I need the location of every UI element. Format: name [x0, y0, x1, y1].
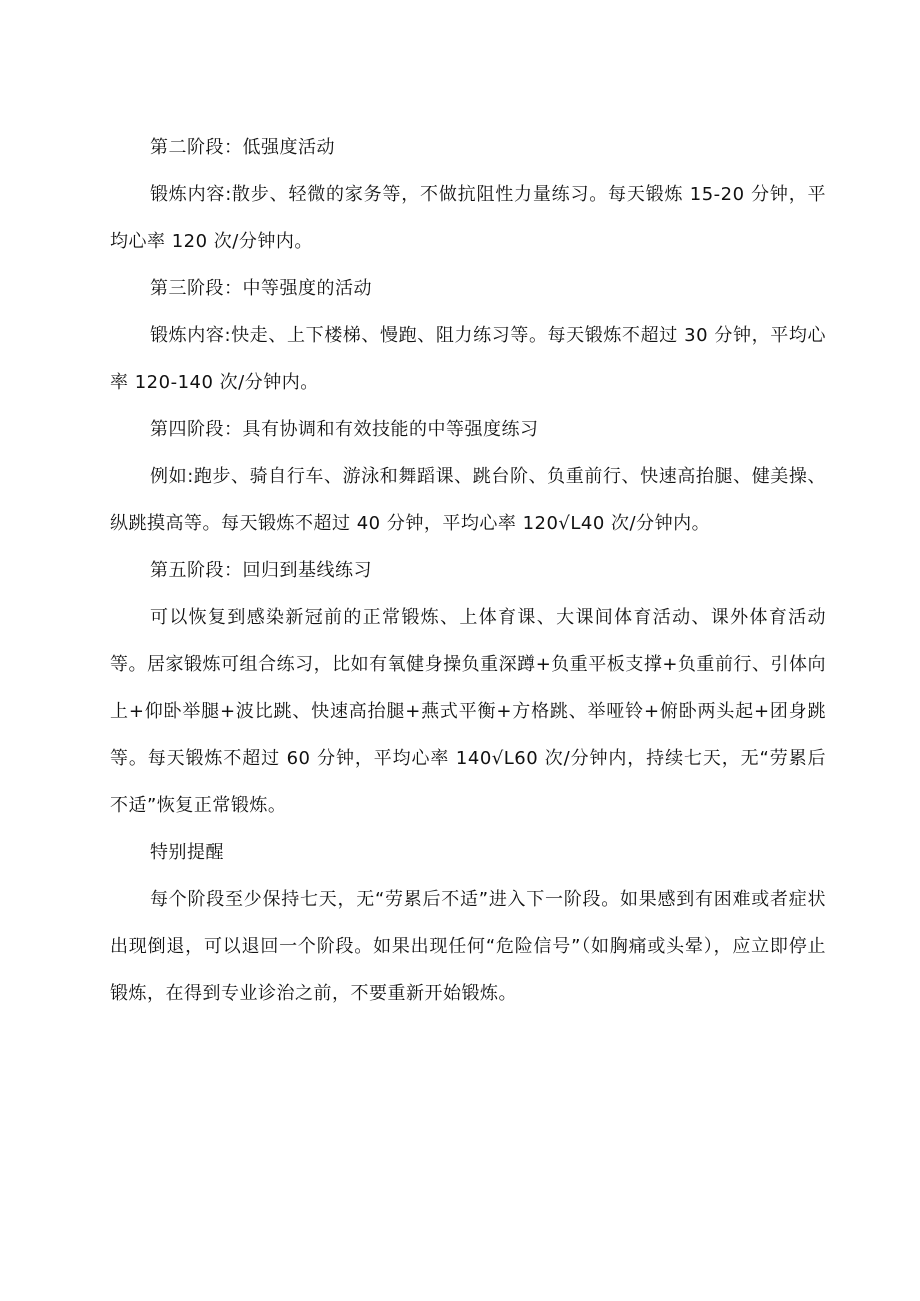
section-heading-stage-3: 第三阶段：中等强度的活动 — [150, 278, 372, 299]
paragraph-stage-3: 锻炼内容:快走、上下楼梯、慢跑、阻力练习等。每天锻炼不超过 30 分钟，平均心率 120-140 次/分钟内。 — [110, 325, 826, 393]
section-heading-special-reminder: 特别提醒 — [150, 842, 224, 863]
paragraph-stage-4: 例如:跑步、骑自行车、游泳和舞蹈课、跳台阶、负重前行、快速高抬腿、健美操、纵跳摸高等。每天锻炼不超过 40 分钟，平均心率 120√L40 次/分钟内。 — [110, 466, 826, 534]
paragraph-stage-5: 可以恢复到感染新冠前的正常锻炼、上体育课、大课间体育活动、课外体育活动等。居家锻炼可组合练习，比如有氧健身操负重深蹲+负重平板支撑+负重前行、引体向上+仰卧举腿+波比跳、快速高抬腿+燕式平衡+方格跳、举哑铃+俯卧两头起+团身跳等。每天锻炼不超过 60 分钟，平均心率 140√L60 次/分钟内，持续七天，无“劳累后不适”恢复正常锻炼。 — [110, 607, 826, 816]
section-heading-stage-2: 第二阶段：低强度活动 — [150, 137, 335, 158]
paragraph-stage-2: 锻炼内容:散步、轻微的家务等，不做抗阻性力量练习。每天锻炼 15-20 分钟，平均心率 120 次/分钟内。 — [110, 184, 826, 252]
document-body — [110, 124, 826, 1017]
section-heading-stage-4: 第四阶段：具有协调和有效技能的中等强度练习 — [150, 419, 539, 440]
paragraph-special-reminder: 每个阶段至少保持七天，无“劳累后不适”进入下一阶段。如果感到有困难或者症状出现倒退，可以退回一个阶段。如果出现任何“危险信号”（如胸痛或头晕），应立即停止锻炼，在得到专业诊治之前，不要重新开始锻炼。 — [110, 889, 826, 1004]
section-heading-stage-5: 第五阶段：回归到基线练习 — [150, 560, 372, 581]
